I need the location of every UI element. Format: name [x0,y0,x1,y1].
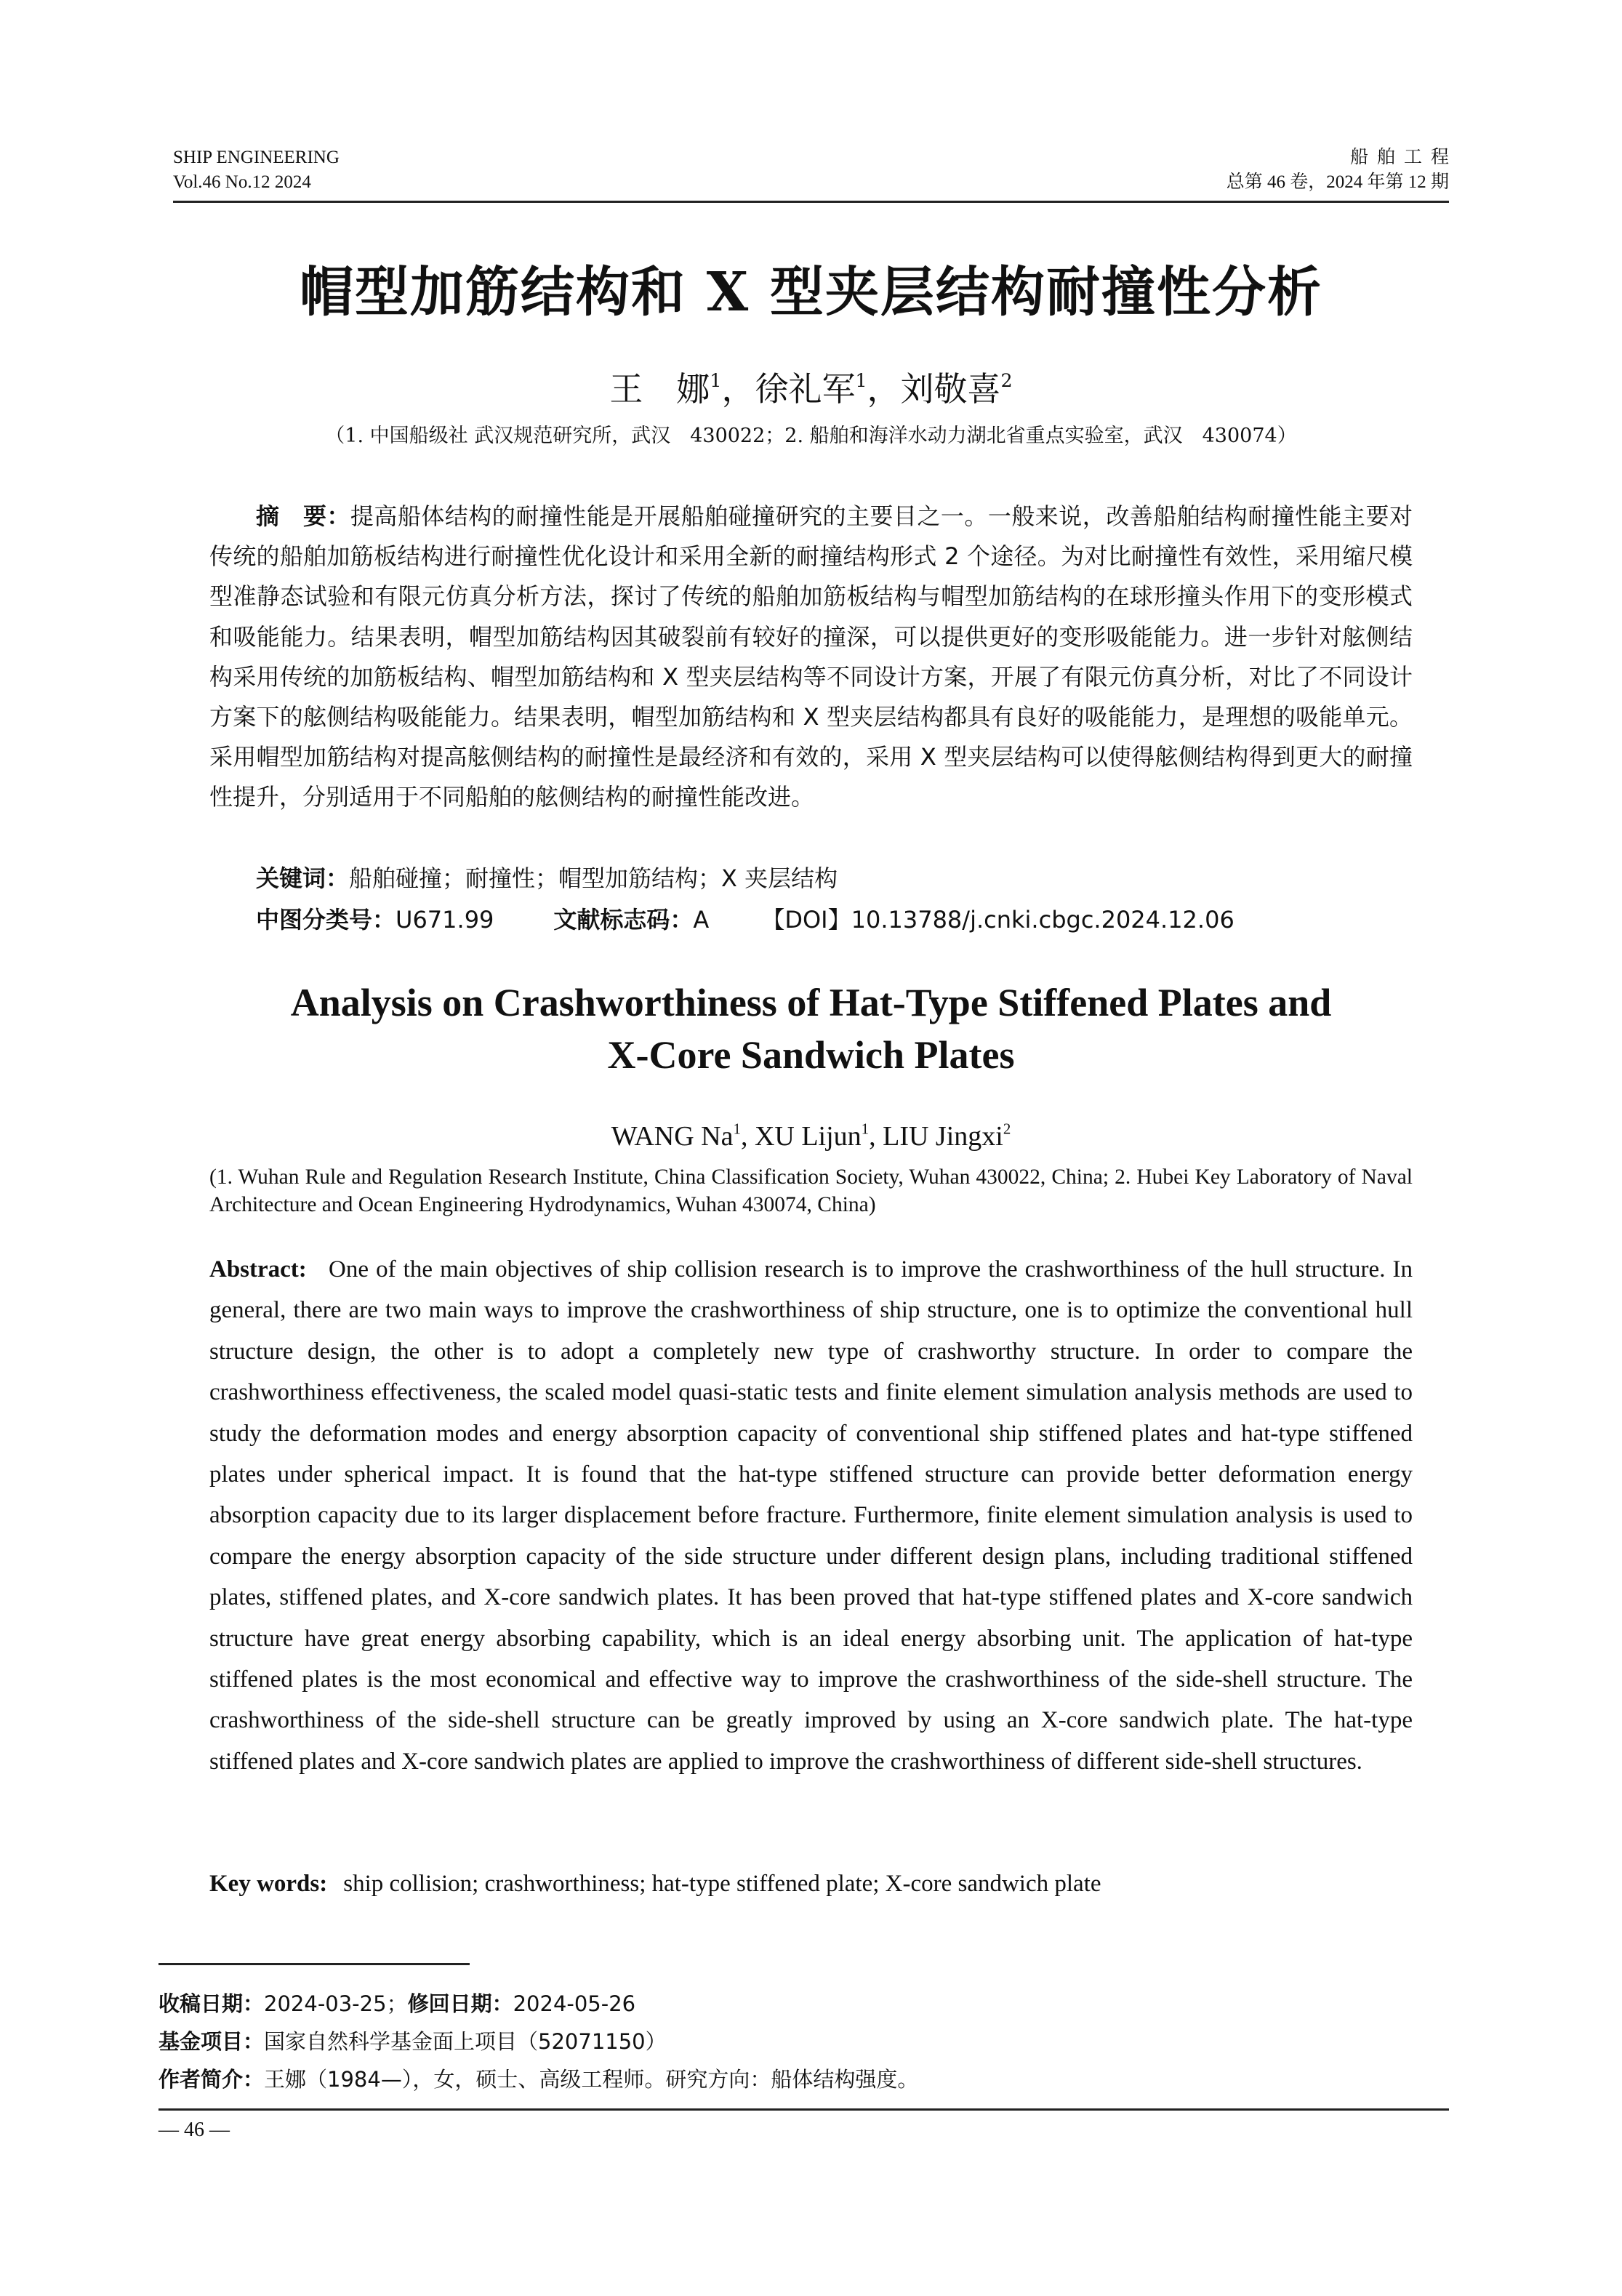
cn-author-name: 徐礼军 [755,369,856,409]
doc-code-label: 文献标志码： [553,906,694,934]
cn-keywords-text: 船舶碰撞；耐撞性；帽型加筋结构；X 夹层结构 [349,864,838,892]
cn-author-sep: ， [867,369,901,409]
en-author-sup: 1 [733,1120,741,1138]
revised-label: 修回日期： [407,1991,513,2016]
footer-rule [158,2108,1449,2111]
footnote-author [158,2060,1449,2098]
cn-author-name: 王 娜 [609,369,710,409]
cn-authors [173,367,1449,411]
en-author-sep: , [740,1121,755,1152]
clc-label: 中图分类号： [256,906,396,934]
doi-label: 【DOI】 [761,906,851,934]
en-affiliation: (1. Wuhan Rule and Regulation Research Institute, China Classification Society, Wuhan 430022, China; 2. Hubei Key Laboratory of Naval Architecture and Ocean Engineering Hydrodynamics, Wuhan 430074, China) [209,1165,1413,1216]
en-author-name: XU Lijun [754,1121,862,1152]
cn-author-sup: 2 [1000,370,1013,392]
author-bio-label: 作者简介： [158,2067,265,2092]
en-title [173,976,1449,1081]
footnote-rule [158,1963,470,1965]
cn-abstract-text: 提高船体结构的耐撞性能是开展船舶碰撞研究的主要目之一。一般来说，改善船舶结构耐撞性能主要对传统的船舶加筋板结构进行耐撞性优化设计和采用全新的耐撞结构形式 2 个途径。为对比耐撞性有效性，采用缩尺模型准静态试验和有限元仿真分析方法，探讨了传统的船舶加筋板结构与帽型加筋结构的在球形撞头作用下的变形模式和吸能能力。结果表明，帽型加筋结构因其破裂前有较好的撞深，可以提供更好的变形吸能能力。进一步针对舷侧结构采用传统的加筋板结构、帽型加筋结构和 X 型夹层结构等不同设计方案，开展了有限元仿真分析，对比了不同设计方案下的舷侧结构吸能能力。结果表明，帽型加筋结构和 X 型夹层结构都具有良好的吸能能力，是理想的吸能单元。采用帽型加筋结构对提高舷侧结构的耐撞性是最经济和有效的，采用 X 型夹层结构可以使得舷侧结构得到更大的耐撞性提升，分别适用于不同船舶的舷侧结构的耐撞性能改进。 [209,502,1413,811]
header-rule [173,201,1449,203]
received-label: 收稿日期： [158,1991,265,2016]
journal-name-cn: 船舶工程 [1349,148,1458,167]
en-author-name: WANG Na [611,1121,734,1152]
author-bio-text: 王娜（1984—），女，硕士、高级工程师。研究方向：船体结构强度。 [264,2067,919,2092]
footnote-fund [158,2023,1449,2060]
cn-classification [256,902,1413,938]
en-keywords-label: Key words: [209,1871,328,1897]
footnotes [158,1985,1449,2098]
cn-abstract [209,497,1413,818]
cn-author-sup: 1 [710,370,722,392]
journal-volume-en: Vol.46 No.12 2024 [173,172,311,192]
page-number: — 46 — [158,2119,230,2141]
en-title-line: Analysis on Crashworthiness of Hat-Type Stiffened Plates and [290,981,1332,1024]
revised-date: 2024-05-26 [513,1991,636,2016]
clc-value: U671.99 [396,906,494,934]
cn-keywords-label: 关键词： [256,864,350,892]
en-author-name: LIU Jingxi [883,1121,1003,1152]
cn-affiliation: （1. 中国船级社 武汉规范研究所，武汉 430022；2. 船舶和海洋水动力湖北省重点实验室，武汉 430074） [325,425,1297,447]
running-header [173,145,1458,201]
header-right [1226,145,1458,195]
cn-author-sup: 1 [855,370,867,392]
footnote-dates: 收稿日期：2024-03-25；修回日期：2024-05-26 [158,1991,636,2016]
cn-title: 帽型加筋结构和 X 型夹层结构耐撞性分析 [300,261,1322,324]
fund-label: 基金项目： [158,2029,265,2054]
en-abstract-label: Abstract: [209,1256,307,1283]
doc-code-value: A [693,906,710,934]
fund-text: 国家自然科学基金面上项目（52071150） [264,2029,667,2054]
journal-volume-cn: 总第 46 卷，2024 年第 12 期 [1226,172,1449,192]
received-date: 2024-03-25 [264,1991,387,2016]
en-abstract [209,1249,1413,1782]
en-abstract-text: One of the main objectives of ship collision research is to improve the crashworthiness of the hull structure. In general, there are two main ways to improve the crashworthiness of ship structure, one is to optimize the conventional hull structure design, the other is to adopt a completely new type of crashworthy structure. In order to compare the crashworthiness effectiveness, the scaled model quasi-static tests and finite element simulation analysis methods are used to study the deformation modes and energy absorption capacity of conventional ship stiffened plates and hat-type stiffened plates under spherical impact. It is found that the hat-type stiffened structure can provide better deformation energy absorption capacity due to its larger displacement before fracture. Furthermore, finite element simulation analysis is used to compare the energy absorption capacity of the side structure under different design plans, including traditional stiffened plates, stiffened plates, and X-core sandwich plates. It has been proved that hat-type stiffened plates and X-core sandwich structure have great energy absorbing capability, which is an ideal energy absorbing unit. The application of hat-type stiffened plates is the most economical and effective way to improve the crashworthiness of the side-shell structure. The crashworthiness of the side-shell structure can be greatly improved by using an X-core sandwich plate. The hat-type stiffened plates and X-core sandwich plates are applied to improve the crashworthiness of different side-shell structures. [209,1256,1413,1775]
cn-author-name: 刘敬喜 [900,369,1001,409]
cn-author-sep: ， [721,369,755,409]
en-title-line: X-Core Sandwich Plates [607,1033,1015,1077]
doi-value: 10.13788/j.cnki.cbgc.2024.12.06 [851,906,1234,934]
en-author-sup: 2 [1003,1120,1011,1138]
en-author-sep: , [869,1121,883,1152]
cn-keywords [256,860,1413,896]
en-authors [173,1118,1449,1155]
cn-abstract-label: 摘 要： [256,502,350,530]
en-keywords-text: ship collision; crashworthiness; hat-type stiffened plate; X-core sandwich plate [343,1871,1101,1897]
en-keywords [209,1866,1413,1902]
journal-name-en: SHIP ENGINEERING [173,148,340,167]
en-author-sup: 1 [861,1120,870,1138]
header-left [173,145,340,195]
